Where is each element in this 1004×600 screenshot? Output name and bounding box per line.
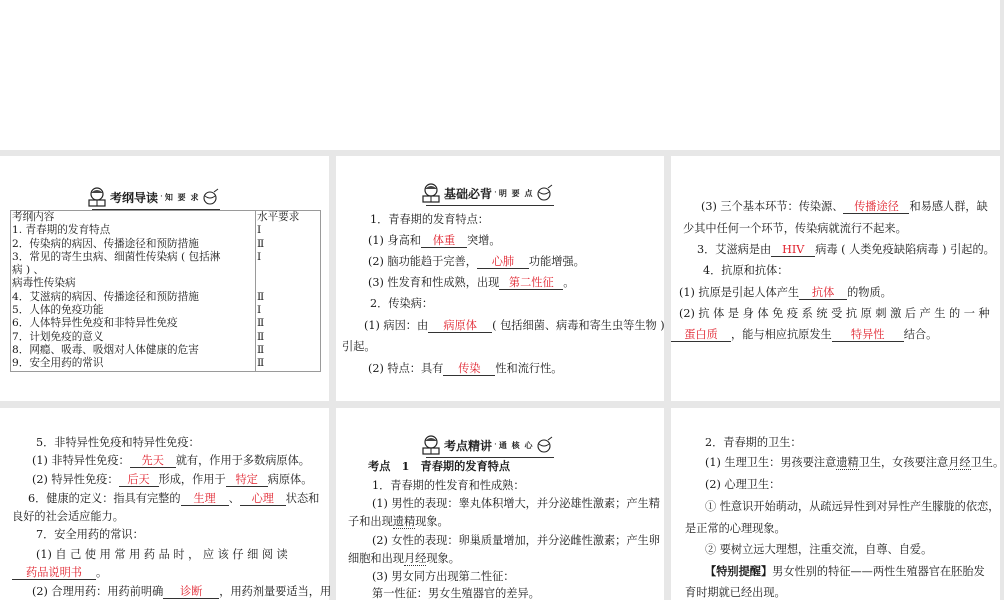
line-text: (2) 抗 体 是 身 体 免 疫 系 统 受 抗 原 刺 激 后 产 生 的 一 种 [679,307,990,320]
line-text: 结合。 [903,328,938,341]
answer-blank: 体重 [421,235,467,248]
outline-item: 3．常见的寄生虫病、细菌性传染病 ( 包括淋 [12,250,221,263]
level-mark: Ⅱ [257,343,265,356]
line-text: 7．安全用药的常识： [36,528,144,541]
line-text: 。 [563,276,575,289]
line-text: 引起。 [342,340,376,353]
answer-blank: 抗体 [799,287,847,300]
line-text: 1．青春期的性发育和性成熟： [372,479,525,492]
outline-item: 病毒性传染病 [12,277,76,290]
level-mark [257,264,319,277]
fill-line [671,328,937,342]
answer-blank: 特定 [226,474,268,487]
line-text [705,456,1004,469]
line-text: 良好的社会适应能力。 [12,510,124,523]
line-text: 子和出现 [348,515,393,528]
slide-basics-continued[interactable] [671,156,1000,401]
line-text: 2．青春期的卫生： [705,436,802,449]
outline-item: 2．传染病的病因、传播途径和预防措施 [12,237,199,250]
outline-table [10,210,321,372]
line-text: ( 包括细菌、病毒和寄生虫等生物 ) [492,319,665,332]
line-text: (1) 病因：由 [364,319,429,332]
fill-line [32,473,312,487]
line-text: 性和流行性。 [495,362,563,375]
line-text: 卫生。 [970,456,1004,469]
line-text: (1) 生理卫生：男孩要注意 [705,456,837,469]
line-text: ② 要树立远大理想，注重交流，自尊、自爱。 [705,543,933,556]
slide-outline[interactable] [0,156,329,401]
line-text: 的物质。 [847,286,892,299]
section-title: 考点精讲 [444,438,493,453]
line-text: 和易感人群，缺 [909,200,988,213]
globe-decoration-icon [536,436,554,454]
outline-item: 6．人体特异性免疫和非特异性免疫 [12,317,178,330]
line-text: ① 性意识开始萌动，从疏远异性到对异性产生朦胧的依恋， [705,500,1000,513]
answer-blank: 后天 [119,474,159,487]
answer-blank: 先天 [130,455,176,468]
line-text: (1) 自 己 使 用 常 用 药 品 时 ， 应 该 仔 细 阅 读 [36,548,288,561]
separator-dot: · [160,192,163,202]
line-text: 男女性别的特征——两性生殖器官在胚胎发 [772,565,985,578]
fill-line [368,255,585,269]
answer-blank: 诊断 [163,586,219,599]
level-mark: Ⅱ [257,357,265,370]
fill-line [368,276,574,290]
line-text: 细胞和出现 [348,552,404,565]
line-text: 就有，作用于多数病原体。 [175,454,310,467]
line-text: 是正常的心理现象。 [685,522,786,535]
fill-line [697,243,995,257]
level-mark: Ⅰ [257,224,262,237]
line-text: (3) 性发育和性成熟，出现 [368,276,500,289]
header-underline [426,205,554,206]
outline-header-level: 水平要求 [257,211,300,223]
line-text: 。 [96,566,108,579]
fill-line [28,492,319,506]
line-text: 状态和 [285,492,320,505]
line-text: 突增。 [466,234,501,247]
slide-key-points[interactable] [336,408,664,600]
fill-line [32,585,331,599]
line-text: 病毒 ( 人类免疫缺陷病毒 ) 引起的。 [815,243,995,256]
line-text: (2) 特异性免疫： [32,473,119,486]
outline-item: 病 ) 、 [12,264,45,277]
level-mark: Ⅱ [257,317,265,330]
line-text [348,552,460,565]
answer-blank: 第二性征 [499,277,563,290]
outline-item: 5．人体的免疫功能 [12,304,104,317]
slide-immunity[interactable] [0,408,332,600]
line-text: (2) 脑功能趋于完善， [368,255,477,268]
line-text: (1) 抗原是引起人体产生 [679,286,800,299]
level-mark: Ⅰ [257,304,262,317]
section-subtitle: 明 要 点 [498,187,534,198]
answer-blank: 心肺 [477,256,529,269]
answer-blank: HIV [771,244,815,257]
answer-blank: 特异性 [832,329,904,342]
line-text: ，能与相应抗原发生 [731,328,832,341]
student-reading-icon [86,186,108,208]
fill-line [364,319,665,333]
line-text: 、 [228,492,240,505]
globe-decoration-icon [202,188,220,206]
answer-blank: 病原体 [428,320,492,333]
section-header-kaogang [86,186,220,208]
emphasis-term: 遗精 [392,515,416,528]
fill-line [368,234,501,248]
level-mark: Ⅱ [257,237,265,250]
line-text: 形成，作用于 [158,473,226,486]
section-subtitle: 知 要 求 [164,191,200,202]
line-text: 现象。 [415,515,449,528]
line-text: 现象。 [426,552,460,565]
student-reading-icon [420,434,442,456]
line-text: (2) 女性的表现：卵巢质量增加，并分泌雌性激素；产生卵 [372,534,660,547]
answer-blank: 传染 [443,363,495,376]
separator-dot: · [494,188,497,198]
outline-item: 4．艾滋病的病因、传播途径和预防措施 [12,290,199,303]
answer-blank: 药品说明书 [12,567,96,580]
point-label: 考点 1 青春期的发育特点 [368,459,511,473]
line-text: 少其中任何一个环节，传染病就流行不起来。 [683,222,907,235]
line-text: (1) 身高和 [368,234,421,247]
line-text: (3) 男女同方出现第二性征： [372,570,515,583]
fill-line [701,200,988,214]
globe-decoration-icon [536,184,554,202]
line-text [348,515,449,528]
line-text: 育时期就已经出现。 [685,586,786,599]
outline-item: 7．计划免疫的意义 [12,330,104,343]
line-text: 6．健康的定义：指具有完整的 [28,492,181,505]
line-text: 病原体。 [267,473,313,486]
slide-basics[interactable] [336,156,664,401]
student-reading-icon [420,182,442,204]
section-title: 基础必背 [444,186,493,201]
question-1: 1．青春期的发育特点： [370,213,489,226]
level-mark [257,277,319,290]
line-text: 功能增强。 [528,255,585,268]
emphasis-term: 遗精 [836,456,859,469]
line-text: 3．艾滋病是由 [697,243,772,256]
fill-line [12,566,107,580]
section-header-kaodian [420,434,554,456]
outline-item: 9．安全用药的常识 [12,357,104,370]
line-text: 第一性征：男女生殖器官的差异。 [372,587,540,600]
line-text: 4．抗原和抗体： [703,264,789,277]
outline-item: 8．网瘾、吸毒、吸烟对人体健康的危害 [12,343,199,356]
line-text: (1) 非特异性免疫： [32,454,130,467]
line-text: (2) 合理用药：用药前明确 [32,585,164,598]
answer-blank: 生理 [181,493,229,506]
separator-dot: · [494,440,497,450]
fill-line [679,286,892,300]
emphasis-term: 月经 [948,456,971,469]
line-text: (2) 心理卫生： [705,478,781,491]
slide-hygiene[interactable] [671,408,1004,600]
answer-blank: 蛋白质 [671,329,731,342]
answer-blank: 传播途径 [843,201,909,214]
fill-line [368,362,562,376]
line-text: ，用药剂量要适当，用 [219,585,332,598]
line-text: (2) 特点：具有 [368,362,444,375]
outline-header-content: 考纲内容 [12,211,55,223]
level-mark: Ⅱ [257,290,265,303]
line-text: (3) 三个基本环节：传染源、 [701,200,844,213]
header-underline [426,457,554,458]
answer-blank: 心理 [240,493,286,506]
tip-label: 【特别提醒】 [705,564,773,578]
section-subtitle: 通 核 心 [498,439,534,450]
tip-line [705,565,985,578]
emphasis-term: 月经 [403,552,427,565]
section-header-jichu [420,182,554,204]
blank-top-band [0,0,1000,150]
line-text: 卫生，女孩要注意 [858,456,949,469]
level-mark: Ⅰ [257,250,262,263]
fill-line [32,454,310,468]
outline-item: 1. 青春期的发育特点 [12,224,111,237]
line-text: (1) 男性的表现：睾丸体积增大，并分泌雄性激素；产生精 [372,497,660,510]
level-mark: Ⅱ [257,330,265,343]
section-title: 考纲导读 [110,190,159,205]
line-text: 5．非特异性免疫和特异性免疫： [36,436,200,449]
question-2: 2．传染病： [370,297,434,310]
